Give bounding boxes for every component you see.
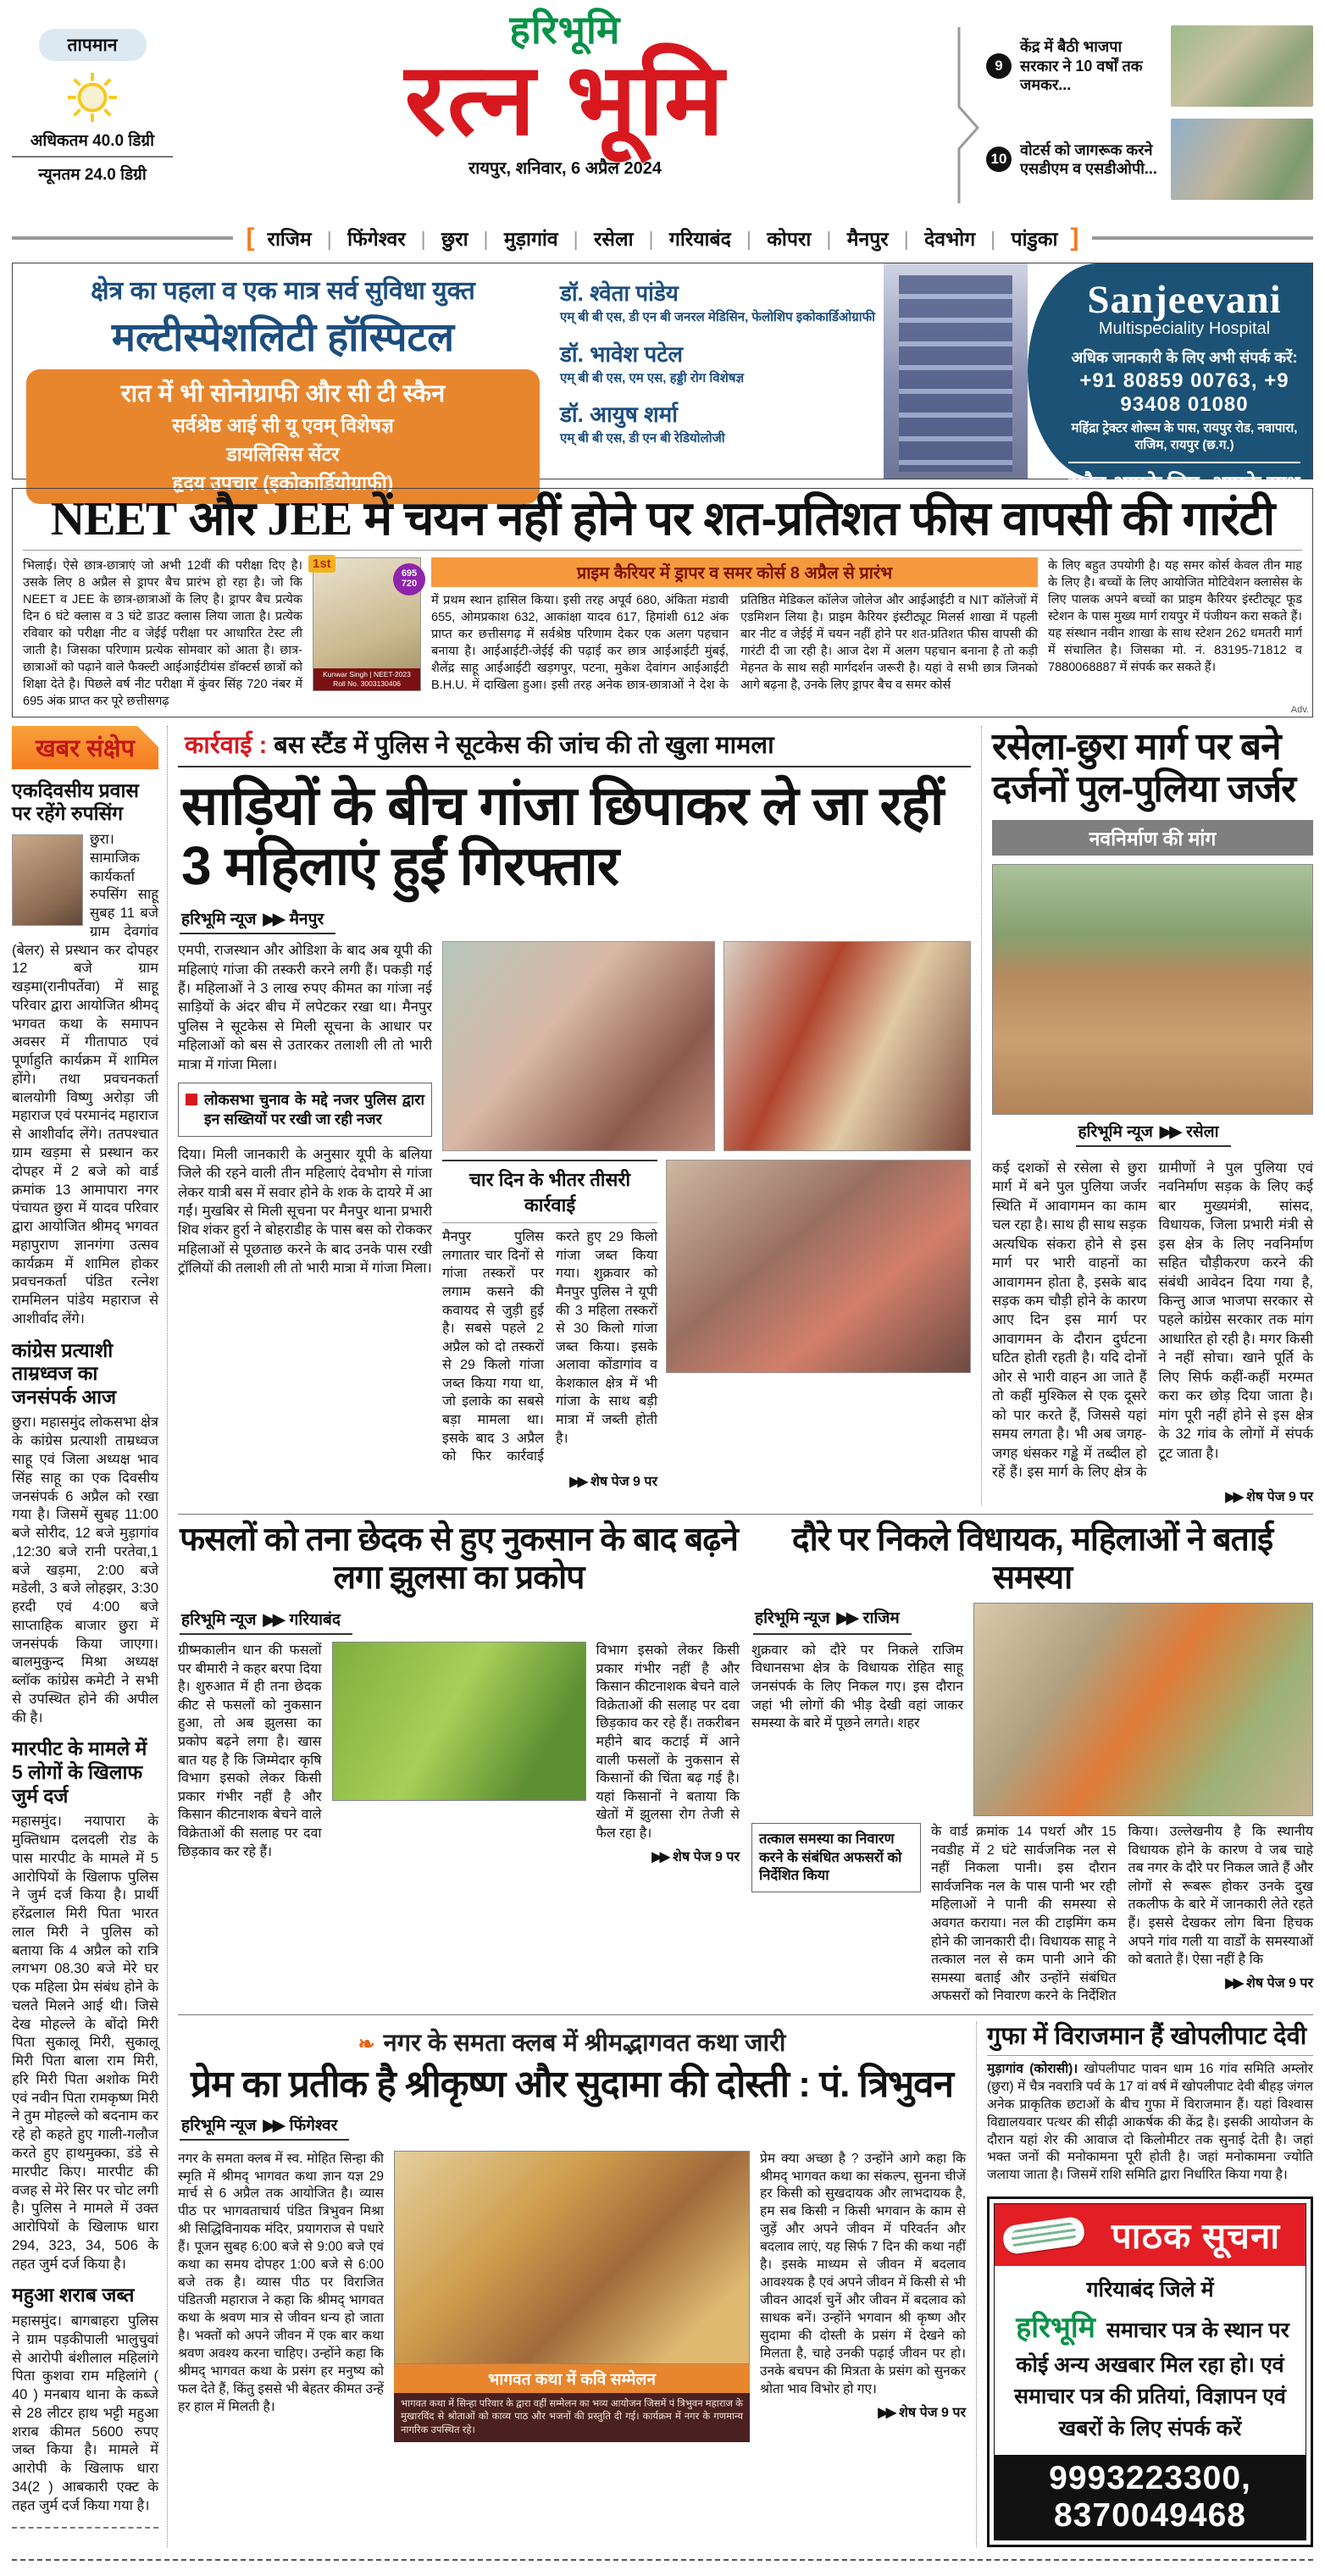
brief-item xyxy=(12,1339,158,1728)
election-highlight-box: लोकसभा चुनाव के मद्दे नजर पुलिस द्वारा इन सख्तियों पर रखी जा रही नजर xyxy=(178,1083,432,1137)
page-jump-link[interactable]: ▶▶ शेष पेज 9 पर xyxy=(760,2404,966,2423)
row-1 xyxy=(178,726,1313,1515)
nav-bracket-left-icon: [ xyxy=(246,224,255,252)
hospital-ad-left xyxy=(13,263,545,494)
nav-rule-right xyxy=(1092,236,1313,240)
photo-arrested-women xyxy=(442,941,715,1151)
photo-paddy-field xyxy=(332,1642,586,1801)
mla-visit-story xyxy=(751,1521,1313,2006)
brief-title: कांग्रेस प्रत्याशी ताम्रध्वज का जनसंपर्क आज xyxy=(12,1338,117,1408)
story-subbody: मैनपुर पुलिस लगातार चार दिनों से गांजा तस्करों पर लगाम कसने की कवायद से जुड़ी हुई है। सबसे पहले 2 अप्रैल को दो तस्करों से 29 किलो गांजा जब्त किया गया था, जो इलाके का सबसे बड़ा मामला था। इसके बाद 3 अप्रैल को फिर कार्रवाई करते हुए 29 किलो गांजा जब्त किया गया। शुक्रवार को मैनपुर पुलिस ने यूपी की 3 महिला तस्करों से 30 किलो गांजा जब्त किया। इसके अलावा कोंडागांव व केशकाल क्षेत्र में भी गांजा के साथ बड़ी मात्रा में जब्ती होती है। xyxy=(442,1230,657,1465)
brief-title: मारपीट के मामले में 5 लोगों के खिलाफ जुर्म दर्ज xyxy=(12,1737,147,1807)
nav-item-gariaband[interactable]: | गरियाबंद xyxy=(641,224,739,252)
news-briefs-sidebar xyxy=(12,726,168,2548)
story-body xyxy=(178,941,971,1490)
byline-arrows-icon xyxy=(1153,1123,1186,1141)
brief-title: एकदिवसीय प्रवास पर रहेंगे रुपसिंग xyxy=(12,778,139,825)
story-mid xyxy=(442,1160,971,1490)
doctor-name: डॉ. आयुष शर्मा xyxy=(560,402,678,427)
hospital-address: महिंद्रा ट्रेक्टर शोरूम के पास, रायपुर रोड, नवापारा, राजिम, रायपुर (छ.ग.) xyxy=(1071,421,1298,453)
story-headline: रसेला-छुरा मार्ग पर बने दर्जनों पुल-पुलिया जर्जर xyxy=(992,725,1296,811)
doctor-qualification: एम् बी बी एस, डी एन बी रेडियोलोजी xyxy=(560,431,725,446)
dateline-lead: मुड़ागांव (कोरासी)। xyxy=(987,2061,1078,2076)
weather-widget xyxy=(12,10,173,185)
cave-goddess-story xyxy=(987,2022,1313,2185)
nav-item-kopra[interactable]: | कोपरा xyxy=(739,224,818,252)
brief-title: महुआ शराब जब्त xyxy=(12,2284,135,2307)
nav-rule-left xyxy=(12,236,233,240)
nav-item-mudagaon[interactable]: | मुड़ागांव xyxy=(476,224,566,252)
reader-notice-body: गरियाबंद जिले में हरिभूमि समाचार पत्र के स्थान पर कोई अन्य अखबार मिल रहा हो। एवं समाचार पत्र की प्रतियां, विज्ञापन एवं खबरों के लिए संपर्क करें xyxy=(995,2266,1306,2455)
photo-katha-gathering xyxy=(394,2151,750,2364)
temperature-min: न्यूनतम 24.0 डिग्री xyxy=(38,166,147,184)
right-bottom-column xyxy=(976,2022,1313,2547)
katha-banner: ❧ नगर के समता क्लब में श्रीमद्भागवत कथा जारी xyxy=(358,2030,786,2058)
photo-seated-women xyxy=(666,1160,971,1373)
story-kicker: कार्रवाई : बस स्टैंड में पुलिस ने सूटकेस की जांच की तो खुला मामला xyxy=(178,726,971,767)
crop-disease-story xyxy=(178,1521,740,2006)
neet-subheadline: प्राइम कैरियर में ड्रापर व समर कोर्स 8 अप्रैल से प्रारंभ xyxy=(431,557,1038,587)
nav-item-fingeshwar[interactable]: | फिंगेश्वर xyxy=(319,224,413,252)
story-column-1: नगर के समता क्लब में स्व. मोहित सिन्हा की स्मृति में श्रीमद् भागवत कथा ज्ञान यज्ञ 29 मार्च से 6 अप्रैल तक आयोजित है। व्यास पीठ पर भागवताचार्य पंडित त्रिभुवन मिश्रा श्री सिद्धिविनायक मंदिर, प्रयागराज से पधारे हैं। पूजन सुबह 6:00 बजे से 9:00 बजे एवं कथा का समय दोपहर 1:00 बजे से 6:00 बजे तक है। व्यास पीठ पर विराजित पंडितजी महाराज ने कहा कि श्रीमद् भागवत कथा के श्रवण मात्र से जीवन धन्य हो जाता है। भक्तों को अपने जीवन में एक बार कथा श्रवण अवश्य करना चाहिए। उन्होंने कहा कि श्रीमद् भागवत कथा के प्रसंग हर मनुष्य को फल देते हैं, किंतु इससे भी बेहतर कीमत उन्हें हर हाल में मिलती है। xyxy=(178,2151,384,2414)
nav-item-rajim[interactable]: राजिम xyxy=(267,228,312,250)
neet-headline: NEET और JEE में चयन नहीं होने पर शत-प्रतिशत फीस वापसी की गारंटी xyxy=(23,494,1302,551)
hospital-brand-name: Sanjeevani xyxy=(1087,278,1282,322)
story-mid-left xyxy=(442,1160,657,1490)
person-portrait-photo xyxy=(12,834,83,926)
photo-suitcase-sarees xyxy=(723,941,971,1151)
lower-grid xyxy=(12,726,1313,2548)
nav-item-devbhog[interactable]: | देवभोग xyxy=(896,224,983,252)
brief-body: महासमुंद। नयापारा के मुक्तिधाम दलदली रोड के पास मारपीट के मामले में 5 आरोपियों के खिलाफ पुलिस ने जुर्म दर्ज किया है। प्रार्थी हरेंद्रलाल मिरी पिता भारत लाल मिरी ने पुलिस को बताया कि 4 अप्रैल को रात्रि लगभग 08.30 बजे मेरे घर एक महिला प्रेम संबंध होने के चलते मिलने आई थी। जिसे देख मोहल्ले के बोंदो मिरी पिता सुकालू मिरी, सुकालू मिरी पिता बाला राम मिरी, हरि मिरी पिता अशोक मिरी एवं नवीन पिता रामकृष्ण मिरी ने तुम मोहल्ले को बदनाम कर रहे हो कहते हुए गाली-गलौज करते हुए हाथमुक्का, डंडे से मारपीट किए। मारपीट की वजह से मेरे सिर पर चोट लगी है। पुलिस ने मामले में उक्त आरोपियों के खिलाफ धारा 294, 323, 34, 506 के तहत जुर्म दर्ज किया है। xyxy=(12,1814,158,2272)
story-headline: प्रेम का प्रतीक है श्रीकृष्ण और सुदामा की दोस्ती : पं. त्रिभुवन xyxy=(190,2064,954,2106)
student-photo-caption: Kunwar Singh | NEET-2023 Roll No. 3003130406 xyxy=(313,668,420,690)
hospital-brand-subtitle: Multispeciality Hospital xyxy=(1098,319,1271,338)
story-subheadline: चार दिन के भीतर तीसरी कार्रवाई xyxy=(442,1160,657,1223)
photo-caption-title: भागवत कथा में कवि सम्मेलन xyxy=(394,2364,750,2393)
photo-damaged-culvert xyxy=(992,864,1313,1115)
story-top xyxy=(751,1603,1313,1816)
doctor-entry xyxy=(560,398,877,447)
brief-item xyxy=(12,779,158,1329)
neet-middle xyxy=(431,557,1038,710)
hospital-building-photo xyxy=(884,263,1028,479)
story-headline: फसलों को तना छेदक से हुए नुकसान के बाद बढ़ने लगा झुलसा का प्रकोप xyxy=(180,1521,738,1597)
story-body: मुड़ागांव (कोरासी)। खोपलीपाट पावन धाम 16 गांव समिति अम्लोर (छुरा) में चैत्र नवरात्रि पर्व के 17 वां वर्ष में खोपलीपाट देवी बीहड़ जंगल अनेक प्राकृतिक छटाओं के बीच गुफा में विराजमान हैं। यहां विश्वास विद्यालयवार पत्थर की सीढ़ी आकर्षक की केंद्र है। इसकी आयोजन के दौरान यहां शेर की आवाज दो किलोमीटर तक सुनाई देती है। जहां भक्त जनों की मनोकामना पूरी होती है। जहां मनोकामना ज्योति जलाया जाता है। जिसमें राशि समिति द्वारा निर्धारित किया गया है। xyxy=(987,2061,1313,2183)
adv-label: Adv. xyxy=(1290,704,1309,715)
story-bottom xyxy=(751,1823,1313,2006)
page-jump-link[interactable]: ▶▶ शेष पेज 9 पर xyxy=(1128,1975,1314,1993)
story-photo-block xyxy=(394,2151,750,2443)
neet-article xyxy=(12,488,1313,717)
demand-subhead-bar: नवनिर्माण की मांग xyxy=(992,820,1313,856)
story-column-2: विभाग इसको लेकर किसी प्रकार गंभीर नहीं है और किसान कीटनाशक बेचने वाले विक्रेताओं की सलाह पर दवा छिड़काव कर रहे हैं। तकरीबन महीने बाद कटाई में आने वाली फसलों के नुकसान से किसानों की चिंता बढ़ गई है। यहां किसानों ने बताया कि खेतों में झुलसा रोग तेजी से फैल रहा है। ▶▶ शेष पेज 9 पर xyxy=(596,1642,740,1866)
story-byline: हरिभूमि न्यूज ▶▶ रसेला xyxy=(1076,1118,1230,1147)
nav-item-mainpur[interactable]: | मैनपुर xyxy=(818,224,895,252)
nav-items xyxy=(233,222,1093,254)
page-jump-link[interactable]: ▶▶ शेष पेज 9 पर xyxy=(442,1471,657,1490)
nav-item-panduka[interactable]: | पांडुका xyxy=(983,224,1065,252)
page-header xyxy=(12,10,1313,220)
hospital-contact-label: अधिक जानकारी के लिए अभी संपर्क करें: xyxy=(1071,349,1298,366)
jee-word: JEE xyxy=(267,493,352,546)
story-body: कई दशकों से रसेला से छुरा मार्ग में बने पुल पुलिया जर्जर स्थिति में आवागमन का काम चल रहा है। साथ ही साथ सड़क अत्यधिक संकरा होने से इस मार्ग पर भारी वाहनों का आवागमन होता है, इसके बाद सड़क कम चौड़ी होने के कारण आए दिन इस मार्ग पर आवागमन के दौरान दुर्घटना घटित होती रहती है। यदि दोनों ओर से भारी वाहन आ जाते हैं तो कहीं मुश्किल से एक दूसरे को पार करते हैं, जिससे यहां समय लगता है। भी अब जगह- जगह धंसकर गड्ढे में तब्दील हो रहें हैं। इस मार्ग के लिए क्षेत्र के ग्रामीणों ने पुल पुलिया एवं नवनिर्माण सड़क के लिए कई बार मुख्यमंत्री, सांसद, विधायक, जिला प्रभारी मंत्री से इस क्षेत्र के लिए नवनिर्माण सहित चौड़ीकरण करने की संबंधी आवेदन दिया गया है, किन्तु आज भाजपा सरकार से पहले कांग्रेस सरकार तक मांग आधारित हो रही है। मगर किसी ने नहीं सोचा। खाने पूर्ति के लिए सिर्फ कहीं-कहीं मरम्मत करा कर छोड़ दिया जाता है। मांग पूरी नहीं होने से इस क्षेत्र के 32 गांव के लोगों में संपर्क टूट जाता है। xyxy=(992,1160,1313,1480)
story-byline: हरिभूमि न्यूज ▶▶ मैनपुर xyxy=(180,906,335,934)
teaser-item[interactable] xyxy=(986,25,1313,107)
news-briefs-header: खबर संक्षेप xyxy=(12,726,158,769)
teaser-bracket-decor xyxy=(957,27,979,203)
story-byline: हरिभूमि न्यूज ▶▶ गरियाबंद xyxy=(180,1606,352,1635)
story-body xyxy=(178,1642,740,1866)
content-area xyxy=(178,726,1313,2548)
byline-arrows-icon xyxy=(256,1611,289,1629)
teaser-photo xyxy=(1171,25,1313,107)
brief-body: महासमुंद। बागबाहरा पुलिस ने ग्राम पड़कीपाली भालुचुवां से आरोपी बंशीलाल महिलांगे पिता कुशवा राम महिलांगे ( 40 ) मनबाय थाना के कब्जे से 28 लीटर हाथ भट्टी महुआ शराब कीमत 5600 रुपए जब्त किया है। मामले में आरोपी के खिलाफ धारा 34(2 ) आबकारी एक्ट के तहत जुर्म दर्ज किया गया है। xyxy=(12,2313,158,2513)
brief-item xyxy=(12,2284,158,2515)
teaser-photo xyxy=(1171,119,1313,200)
story-column-1: हरिभूमि न्यूज ▶▶ राजिम शुक्रवार को दौरे पर निकले राजिम विधानसभा क्षेत्र के विधायक रोहित साहू जनसंपर्क के लिए निकल गए। इस दौरान जहां भी लोगों की भीड़ देखी वहां जाकर समस्या के बारे में पूछने लगते। शहर xyxy=(751,1603,963,1816)
hospital-tagline: सदैव आपके लिए, आपके साथ xyxy=(1068,462,1300,497)
byline-arrows-icon xyxy=(256,911,289,928)
photo-mla-meeting xyxy=(973,1603,1313,1816)
section-navbar xyxy=(12,222,1313,254)
service-line: हृदय उपचार (इकोकार्डियोग्राफी) xyxy=(172,472,394,494)
hospital-phone-numbers: +91 80859 00763, +9 93408 01080 xyxy=(1079,369,1289,416)
page-jump-link[interactable]: ▶▶ शेष पेज 9 पर xyxy=(596,1848,740,1867)
story-headline: गुफा में विराजमान हैं खोपलीपाट देवी xyxy=(987,2022,1313,2056)
reader-notice-inner xyxy=(994,2203,1306,2540)
brief-body: छुरा। महासमुंद लोकसभा क्षेत्र के कांग्रेस प्रत्याशी ताम्रध्वज साहू एवं जिला अध्यक्ष भाव सिंह साहू का एक दिवसीय जनसंपर्क 6 अप्रैल को रखा गया है। जिसमें सुबह 11:00 बजे सोरीद, 12 बजे मुड़ागांव ,12:30 बजे रानी परतेवा,1 बजे खड़मा, 2:00 बजे मडेली, 3 बजे लोहझर, 3:30 हरदी एवं 4:00 बजे साप्ताहिक बाजार छुरा में जनसंपर्क किया जाएगा। बालमुकुन्द मिश्रा अध्यक्ष ब्लॉक कांग्रेस कमेटी ने सभी से उपस्थित होने की अपील की है। xyxy=(12,1415,158,1726)
page-teasers xyxy=(957,10,1313,212)
page-jump-link[interactable]: ▶▶ शेष पेज 9 पर xyxy=(992,1487,1313,1505)
instruction-highlight-box: तत्काल समस्या का निवारण करने के संबंधित अफसरों को निर्देशित किया xyxy=(751,1823,921,1892)
nav-item-chhura[interactable]: | छुरा xyxy=(413,224,476,252)
byline-arrows-icon xyxy=(256,2117,289,2135)
doctor-name: डॉ. भावेश पटेल xyxy=(560,341,683,367)
masthead-dateline: रायपुर, शनिवार, 6 अप्रैल 2024 xyxy=(468,159,662,179)
brief-item xyxy=(12,1737,158,2274)
neet-body xyxy=(23,551,1302,710)
hospital-doctors-list xyxy=(545,263,884,479)
neet-column-4: के लिए बहुत उपयोगी है। यह समर कोर्स केवल तीन माह के लिए है। बच्चों के लिए आयोजित मोटिवेशन क्लासेस के लिए पालक अपने बच्चों का प्राइम कैरियर इंस्टीट्यूट फूड स्टेशन के पास मुख्य मार्ग रायपुर में पंजीयन करा सकते हैं। यह संस्थान नवीन शाखा के साथ स्टेशन 262 धमतरी मार्ग में संचालित है। जिसका मो. नं. 83195-71812 व 7880068887 में संपर्क कर सकते हैं। xyxy=(1048,558,1302,674)
story-byline: हरिभूमि न्यूज ▶▶ राजिम xyxy=(753,1606,912,1635)
byline-arrows-icon xyxy=(829,1609,862,1627)
temperature-max: अधिकतम 40.0 डिग्री xyxy=(12,129,173,158)
sun-icon xyxy=(66,71,119,124)
masthead xyxy=(173,10,957,179)
newspaper-roll-icon xyxy=(1001,2215,1086,2255)
masthead-brand-top: हरिभूमि xyxy=(509,8,621,52)
story-column-2: के वार्ड क्रमांक 14 पथर्रा और 15 नवडीह में 2 घंटे सार्वजनिक नल से नहीं निकला पानी। इस दौरान सार्वजनिक नल के पास पानी भर रही महिलाओं ने पानी की समस्या से अवगत कराया। नल की टाइमिंग कम होने की जानकारी दी। विधायक साहू ने तत्काल नल से कम पानी आने की समस्या बताई और उन्होंने संबंधित अफसरों को निवारण करने के निर्देशित किया। उल्लेखनीय है कि स्थानीय विधायक होने के कारण वे जब चाहे तब नगर के दौरे पर निकल जाते हैं और लोगों से रूबरू होकर उनके दुख तकलीफ के बारे में जानकारी लेते रहते हैं। इससे देखकर लोग बिना हिचक अपने गांव गली या वार्डों के समस्याओं को बताते हैं। ऐसा नहीं है कि ▶▶ शेष पेज 9 पर xyxy=(931,1823,1313,2006)
ganja-arrest-story xyxy=(178,726,971,1506)
service-line: सर्वश्रेष्ठ आई सी यू एवम् विशेषज्ञ xyxy=(172,414,394,436)
nav-item-rasela[interactable]: | रसेला xyxy=(566,224,641,252)
masthead-brand-main: रत्न भूमि xyxy=(404,44,726,156)
photo-caption-text: भागवत कथा में सिन्हा परिवार के द्वारा वहीं सम्मेलन का भव्य आयोजन जिसमें पं त्रिभुवन महाराज के मुखारविंद से श्रोताओं को काव्य पाठ और भजनों की प्रस्तुति दी गई। कार्यक्रम में नगर के गणमान्य नागरिक उपस्थित रहे। xyxy=(394,2393,750,2443)
hospital-ad-title: मल्टीस्पेशलिटी हॉस्पिटल xyxy=(111,314,455,359)
bhagwat-katha-story xyxy=(178,2022,966,2547)
sidebar-end-rule xyxy=(12,2527,158,2529)
rasela-bridges-story xyxy=(981,726,1313,1506)
haribhoomi-brand: हरिभूमि xyxy=(1016,2311,1095,2344)
story-column-1: ग्रीष्मकालीन धान की फसलों पर बीमारी ने कहर बरपा दिया है। शुरुआत में ही तना छेदक कीट से फसलों को नुकसान हुआ, तो अब झुलसा का प्रकोप बढ़ने लगा है। खास बात यह है कि जिम्मेदार कृषि विभाग इसको लेकर किसी प्रकार गंभीर नहीं है और किसान कीटनाशक बेचने वाले विक्रेताओं की सलाह पर दवा छिड़काव कर रहे हैं। xyxy=(178,1643,322,1859)
brief-body: छुरा। सामाजिक कार्यकर्ता रुपसिंग साहू सुबह 11 बजे ग्राम देवगांव (बेलर) से प्रस्थान कर दोपहर 12 बजे ग्राम खड़मा(रानीपर्तेवा) में साहू परिवार द्वारा आयोजित श्रीमद् भगवत कथा के समापन अवसर में गीतापाठ एवं पूर्णाहुति कार्यक्रम में शामिल होंगे। तथा प्रवचनकर्ता बालयोगी विष्णु अरोड़ा जी महाराज एवं परमानंद महाराज से आशीर्वाद लेंगे। ततपश्चात ग्राम खड़मा से प्रस्थान कर दोपहर में 2 बजे को वार्ड क्रमांक 13 आमापारा नगर पंचायत छुरा में यादव परिवार द्वारा आयोजित श्रीमद् भगवत महापुराण ज्ञानगंगा उत्सव कार्यक्रम में शामिल होकर प्रवचनकर्ता पंडित रत्नेश राममिलन पांडेय महाराज से आशीर्वाद लेंगे। xyxy=(12,831,158,1327)
teaser-item[interactable] xyxy=(986,119,1313,200)
story-column-2: प्रेम क्या अच्छा है ? उन्होंने आगे कहा कि श्रीमद् भागवत कथा का संकल्प, सुनना चीजें हर किसी को सुखदायक और लाभदायक है, हम सब किसी न किसी भगवान के काम से जुड़ें और अपने जीवन में परिवर्तन और बदलाव लाएं, यह सिर्फ 7 दिन की कथा नहीं है। इसके माध्यम से जीवन में बदलाव आवश्यक है एवं अपने जीवन में किसी से भी जीवन आदर्श चुनें और जीवन में बदलाव को साधक बनें। उन्होंने भगवान श्री कृष्ण और सुदामा की दोस्ती के प्रसंग में देखने को मिलता है, चाहे उनकी पढ़ाई जीवन पर हो। उनके बचपन की मित्रता के प्रसंग को सुनकर श्रोता भाव विभोर हो गए। ▶▶ शेष पेज 9 पर xyxy=(760,2151,966,2443)
story-byline: हरिभूमि न्यूज ▶▶ फिंगेश्वर xyxy=(180,2112,349,2141)
story-photos xyxy=(442,941,971,1151)
contact-phone-numbers: 9993223300, 8370049468 xyxy=(995,2455,1306,2540)
hospital-ad xyxy=(12,263,1313,496)
page-end-rule xyxy=(12,2559,1313,2561)
service-line: डायलिसिस सेंटर xyxy=(226,443,340,465)
reader-notice-ad xyxy=(987,2197,1313,2547)
story-right-area xyxy=(442,941,971,1490)
student-photo xyxy=(313,557,421,691)
weather-label: तापमान xyxy=(39,29,147,61)
neet-columns-2-3: में प्रथम स्थान हासिल किया। इसी तरह अपूर्व 680, अंकिता मंडावी 655, ओमप्रकाश 632, आकांक्षा यादव 617, हिमांशी 612 अंक प्राप्त कर छत्तीसगढ़ में सर्वश्रेष्ठ परिणाम देकर एक अलग पहचान बनाया है। आईआईटी-जेईई की पढ़ाई कर छात्र आईआईटी मुंबई, शैलेंद्र साहू आईआईटी खड़गपुर, पटना, मुकेश देवांगन आईआईटी B.H.U. में दाखिला हुआ। इसी तरह अनेक छात्र-छात्राओं ने देश के प्रतिष्ठित मेडिकल कॉलेज जोलेज और आईआईटी व NIT कॉलेजों में एडमिशन लिया है। प्राइम कैरियर इंस्टीट्यूट मिलर्स शाखा में पहली बार नीट व जेईई में चयन नहीं होने पर शत-प्रतिशत फीस वापसी की गारंटी दी जा रही है। आज देश में अलग पहचान बनाना है तो कड़ी मेहनत के साथ सही मार्गदर्शन जरूरी है। यहां वे सभी छात्र जिनको आगे बढ़ना है, उनके लिए ड्रापर बैच व समर कोर्स xyxy=(431,593,1038,692)
story-column-1: एमपी, राजस्थान और ओडिशा के बाद अब यूपी की महिलाएं गांजा की तस्करी करने लगी हैं। पकड़ी गई हैं। महिलाओं ने 3 लाख रुपए कीमत का गांजा नई साड़ियों के अंदर बीच में लपेटकर रखा था। मैनपुर पुलिस ने सूटकेस से मिली सूचना के आधार पर महिलाओं को बस से उतारकर तलाशी ली तो भारी मात्रा में गांजा मिला। लोकसभा चुनाव के मद्दे नजर पुलिस द्वारा इन सख्तियों पर रखी जा रही नजर दिया। मिली जानकारी के अनुसार यूपी के बलिया जिले की रहने वाली तीन महिलाएं देवभोग से गांजा लेकर यात्री बस में सवार होने के शक के दायरे में आ गईं। मुखबिर से मिली सूचना पर मैनपुर थाना प्रभारी शिव शंकर हुर्रा ने बोहराडीह के पास बस को रोककर महिलाओं से पूछताछ करने के बाद उनके पास रखी ट्रॉलियों की तलाशी ली तो भारी मात्रा में गांजा मिला। xyxy=(178,943,432,1277)
hospital-ad-tagline: क्षेत्र का पहला व एक मात्र सर्व सुविधा युक्त xyxy=(91,277,475,305)
flame-decoration-icon: ❧ xyxy=(358,2033,375,2057)
reader-notice-header xyxy=(995,2204,1306,2266)
teaser-page-number: 9 xyxy=(986,53,1012,79)
story-headline: साड़ियों के बीच गांजा छिपाकर ले जा रहीं 3 महिलाएं हुईं गिरफ्तार xyxy=(181,774,944,897)
rank-badge: 1st xyxy=(308,555,335,573)
neet-word: NEET xyxy=(50,493,177,546)
story-body xyxy=(178,2151,966,2443)
teaser-text: वोटर्स को जागरूक करने एसडीएम व एसडीओपी... xyxy=(1020,141,1157,177)
row-3 xyxy=(178,2015,1313,2547)
doctor-qualification: एम् बी बी एस, एम एस, हड्डी रोग विशेषज्ञ xyxy=(560,370,745,385)
kicker-label: कार्रवाई : xyxy=(185,731,268,759)
doctor-entry xyxy=(560,338,877,387)
doctor-qualification: एम् बी बी एस, डी एन बी जनरल मेडिसिन, फेलोशिप इकोकार्डिओग्राफी xyxy=(560,310,876,324)
teaser-text: केंद्र में बैठी भाजपा सरकार ने 10 वर्षों तक जमकर... xyxy=(1020,38,1143,94)
doctor-entry xyxy=(560,277,877,326)
hospital-ad-services xyxy=(26,369,540,504)
doctor-name: डॉ. श्वेता पांडेय xyxy=(560,280,679,306)
service-line: रात में भी सोनोग्राफी और सी टी स्कैन xyxy=(120,380,446,407)
score-badge: 695 720 xyxy=(393,563,425,596)
hospital-brand-panel xyxy=(1028,263,1312,496)
neet-column-1: भिलाई। ऐसे छात्र-छात्राएं जो अभी 12वीं की परीक्षा दिए है। उसके लिए 8 अप्रैल से ड्रापर बैच प्रारंभ हो रहा है। जो कि NEET व JEE के छात्र-छात्राओं के लिए है। ड्रापर बैच प्रत्येक दिन 6 घंटे क्लास व 3 घंटे डाउट क्लास लिया जाता है। प्रत्येक रविवार को परीक्षा नीट व जेईई परीक्षा पर आधारित टेस्ट ली जाती है। जिसका परिणाम प्रत्येक सोमवार को आता है। छात्र-छात्राओं को पढ़ाने वाले फैक्ल्टी आईआईटीयंस डॉक्टर्स छात्रों को शिक्षा देते है। पिछले वर्ष नीट परीक्षा में कुंवर सिंह 720 नंबर में 695 अंक प्राप्त कर पूरे छत्तीसगढ़ xyxy=(23,558,302,708)
story-headline: दौरे पर निकले विधायक, महिलाओं ने बताई समस्या xyxy=(791,1521,1273,1597)
teaser-page-number: 10 xyxy=(986,147,1012,172)
reader-notice-title: पाठक सूचना xyxy=(1111,2216,1281,2257)
row-2 xyxy=(178,1515,1313,2015)
nav-bracket-right-icon: ] xyxy=(1070,224,1079,252)
